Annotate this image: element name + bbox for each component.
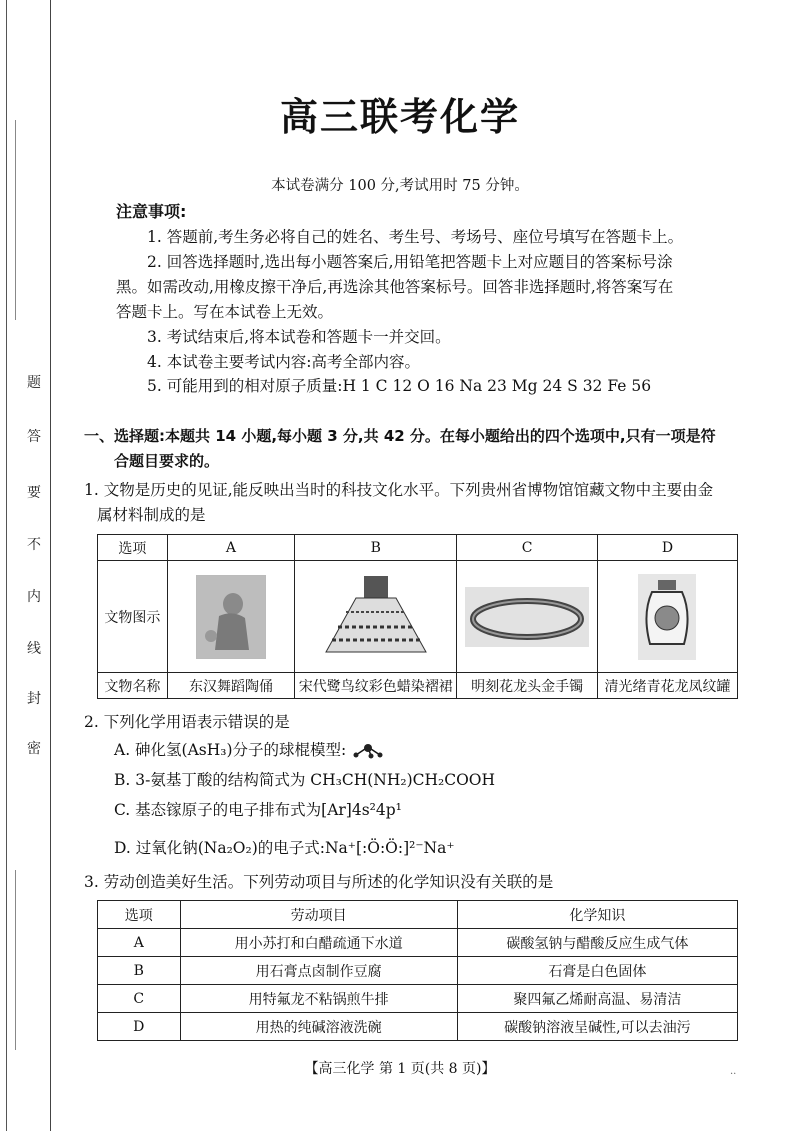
q1-name-cell: 宋代鹭鸟纹彩色蜡染褶裙 [295,673,457,699]
q3-header-cell: 劳动项目 [180,901,457,929]
q2-option-a [114,740,385,760]
q1-stem: 1. 文物是历史的见证,能反映出当时的科技文化水平。下列贵州省博物馆馆藏文物中主要由金 [84,481,714,499]
ball-stick-model-icon [351,743,385,759]
notice-line: 3. 考试结束后,将本试卷和答题卡一并交回。 [147,328,451,346]
q2-option-b: B. 3-氨基丁酸的结构简式为 CH₃CH(NH₂)CH₂COOH [114,771,496,789]
porcelain-jar-image [638,574,696,660]
q1-name-cell: 清光绪青花龙凤纹罐 [597,673,737,699]
binding-line-inner [50,0,51,1131]
q3-stem: 3. 劳动创造美好生活。下列劳动项目与所述的化学知识没有关联的是 [84,873,554,891]
margin-char: 内 [27,589,41,605]
margin-dash [15,120,16,320]
q1-image-label: 文物图示 [98,561,168,673]
q3-cell: A [98,929,181,957]
corner-mark: .. [730,1066,737,1077]
margin-dash [15,870,16,1050]
q1-name-cell: 东汉舞蹈陶俑 [167,673,295,699]
q1-header-cell: B [295,535,457,561]
q3-cell: C [98,985,181,1013]
pottery-figurine-image [196,575,266,659]
q1-header-cell: C [457,535,598,561]
margin-char: 封 [27,691,41,707]
notice-line: 5. 可能用到的相对原子质量:H 1 C 12 O 16 Na 23 Mg 24 S 32 Fe 56 [147,377,652,395]
q2-option-c: C. 基态镓原子的电子排布式为[Ar]4s²4p¹ [114,801,402,819]
page-footer: 【高三化学 第 1 页(共 8 页)】 [304,1061,496,1077]
binding-line-outer [6,0,7,1131]
q1-image-cell-d [597,561,737,673]
notice-line: 1. 答题前,考生务必将自己的姓名、考生号、考场号、座位号填写在答题卡上。 [147,228,684,246]
q1-header-cell: 选项 [98,535,168,561]
q1-image-cell-b [295,561,457,673]
q1-table [97,534,738,699]
exam-title: 高三联考化学 [279,95,520,139]
batik-skirt-image [316,572,436,662]
margin-char: 不 [27,537,41,553]
notice-line: 黑。如需改动,用橡皮擦干净后,再选涂其他答案标号。回答非选择题时,将答案写在 [116,278,674,296]
q3-cell: 碳酸氢钠与醋酸反应生成气体 [457,929,737,957]
margin-char: 密 [27,741,41,757]
q3-cell: 用特氟龙不粘锅煎牛排 [180,985,457,1013]
gold-bracelet-image [465,587,589,647]
q3-cell: D [98,1013,181,1041]
notice-line: 2. 回答选择题时,选出每小题答案后,用铅笔把答题卡上对应题目的答案标号涂 [147,253,673,271]
q1-header-cell: D [597,535,737,561]
margin-char: 题 [27,375,41,391]
q3-cell: 碳酸钠溶液呈碱性,可以去油污 [457,1013,737,1041]
q2-option-d: D. 过氧化钠(Na₂O₂)的电子式:Na⁺[:Ö:Ö:]²⁻Na⁺ [114,839,455,857]
q3-table [97,900,738,1041]
q1-stem-cont: 属材料制成的是 [97,506,206,524]
q3-header-cell: 化学知识 [457,901,737,929]
q1-image-cell-c [457,561,598,673]
margin-char: 线 [27,641,41,657]
section-heading-cont: 合题目要求的。 [114,452,220,470]
q3-cell: 用小苏打和白醋疏通下水道 [180,929,457,957]
exam-subtitle: 本试卷满分 100 分,考试用时 75 分钟。 [271,178,529,194]
notice-heading: 注意事项: [116,202,187,221]
q3-cell: 聚四氟乙烯耐高温、易清洁 [457,985,737,1013]
margin-char: 要 [27,485,41,501]
margin-char: 答 [27,429,41,445]
q3-cell: 用石膏点卤制作豆腐 [180,957,457,985]
q1-name-label: 文物名称 [98,673,168,699]
q1-name-cell: 明刻花龙头金手镯 [457,673,598,699]
q1-header-cell: A [167,535,295,561]
q1-image-cell-a [167,561,295,673]
q3-cell: B [98,957,181,985]
q3-header-cell: 选项 [98,901,181,929]
section-heading: 一、选择题:本题共 14 小题,每小题 3 分,共 42 分。在每小题给出的四个选项中,只有一项是符 [84,427,716,445]
notice-line: 答题卡上。写在本试卷上无效。 [116,303,334,321]
notice-line: 4. 本试卷主要考试内容:高考全部内容。 [147,353,420,371]
q2-stem: 2. 下列化学用语表示错误的是 [84,713,290,731]
q2-option-a-text: A. 砷化氢(AsH₃)分子的球棍模型: [114,741,347,759]
q3-cell: 石膏是白色固体 [457,957,737,985]
q3-cell: 用热的纯碱溶液洗碗 [180,1013,457,1041]
